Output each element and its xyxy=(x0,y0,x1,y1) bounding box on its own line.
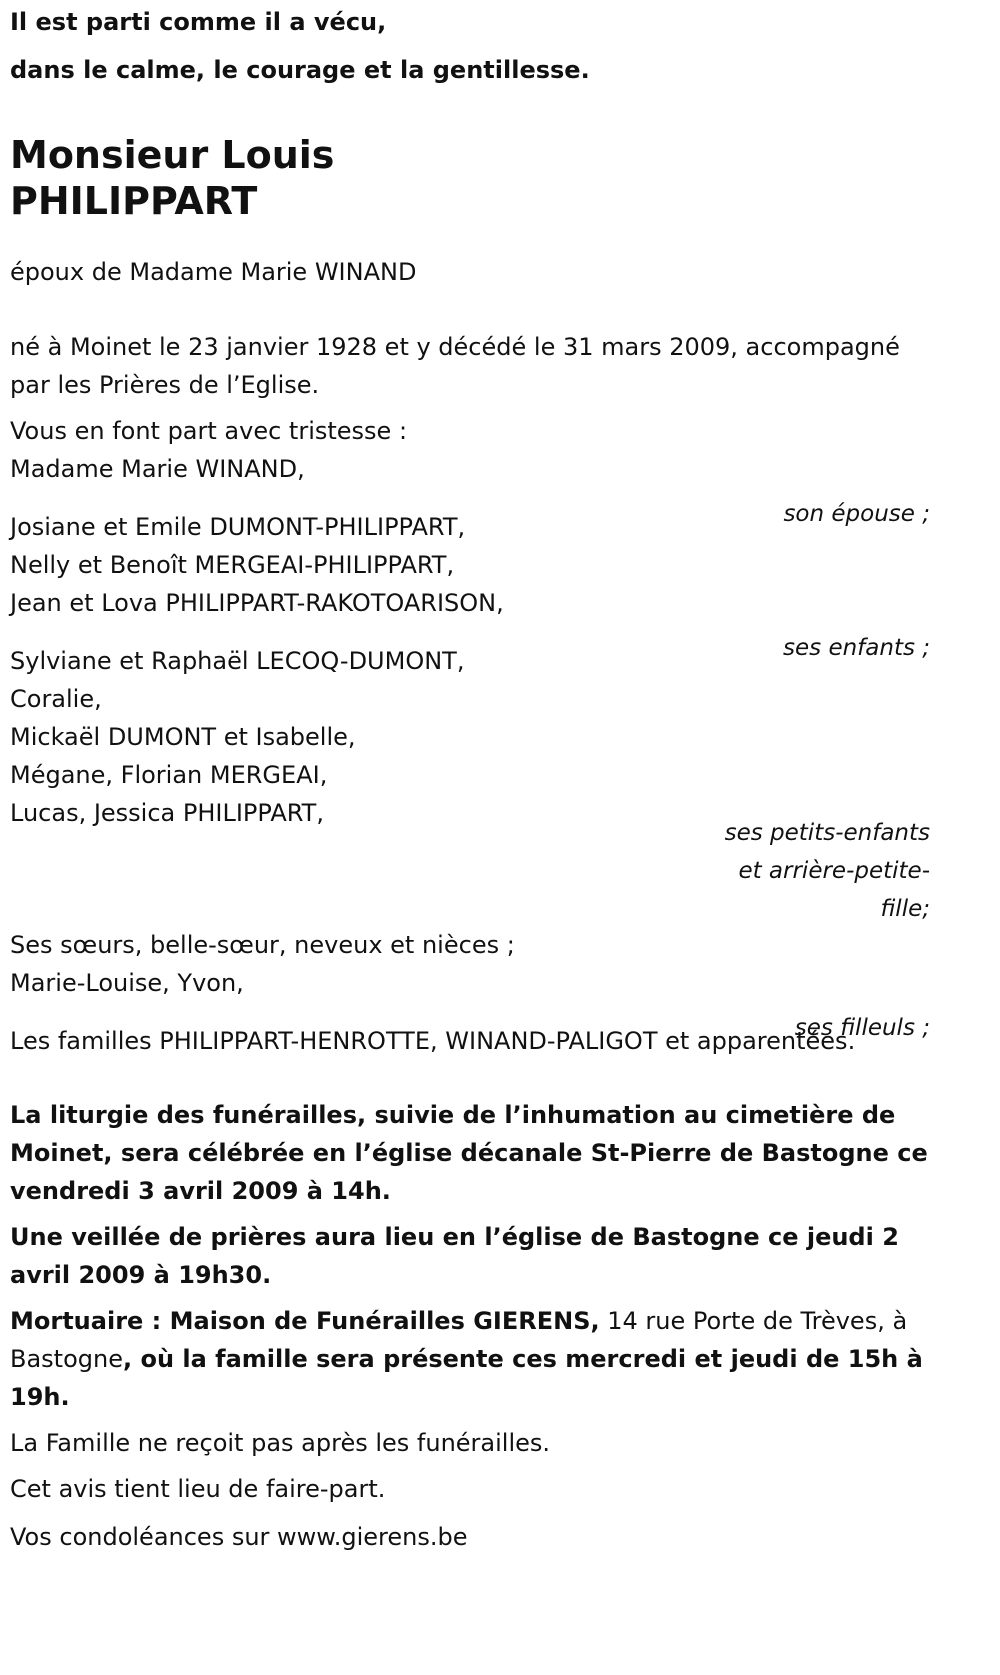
grandchildren-role-line-2: et arrière-petite- xyxy=(738,858,930,884)
children-role: ses enfants ; xyxy=(783,635,930,661)
deceased-title-name: Monsieur Louis xyxy=(10,133,335,177)
condolences-prefix: Vos condoléances sur xyxy=(10,1523,278,1551)
deceased-surname: PHILIPPART xyxy=(10,179,258,223)
spouse-name: Madame Marie WINAND, xyxy=(10,455,305,483)
grandchildren-role-line-3: fille; xyxy=(880,896,930,922)
spouse-role: son épouse ; xyxy=(783,501,930,527)
list-item: Josiane et Emile DUMONT-PHILIPPART, xyxy=(10,513,466,541)
announce-intro: Vous en font part avec tristesse : xyxy=(10,417,408,445)
list-item: Sylviane et Raphaël LECOQ-DUMONT, xyxy=(10,647,465,675)
website-link[interactable]: www.gierens.be xyxy=(277,1523,468,1551)
grandchildren-list xyxy=(10,642,930,832)
families-line: Les familles PHILIPPART-HENROTTE, WINAND-PALIGOT et apparentées. xyxy=(10,1027,856,1055)
list-item: Lucas, Jessica PHILIPPART, xyxy=(10,799,324,827)
children-list xyxy=(10,508,930,622)
godchildren-names: Marie-Louise, Yvon, xyxy=(10,969,244,997)
list-item: Mégane, Florian MERGEAI, xyxy=(10,761,328,789)
list-item: Nelly et Benoît MERGEAI-PHILIPPART, xyxy=(10,551,455,579)
list-item: Jean et Lova PHILIPPART-RAKOTOARISON, xyxy=(10,589,504,617)
list-item: Mickaël DUMONT et Isabelle, xyxy=(10,723,356,751)
grandchildren-role-line-1: ses petits-enfants xyxy=(724,820,930,846)
condolences-line xyxy=(10,1518,930,1556)
list-item: Coralie, xyxy=(10,685,102,713)
liturgy-paragraph: La liturgie des funérailles, suivie de l’inhumation au cimetière de Moinet, sera célébrée en l’église décanale St-Pierre de Bastogne ce vendredi 3 avril 2009 à 14h. xyxy=(10,1101,928,1205)
mortuary-label: Mortuaire : Maison de Funérailles GIERENS, xyxy=(10,1307,600,1335)
deceased-name xyxy=(10,132,334,224)
mortuary-presence: , où la famille sera présente ces mercredi et jeudi de 15h à 19h. xyxy=(10,1345,923,1411)
siblings-line: Ses sœurs, belle-sœur, neveux et nièces ; xyxy=(10,931,515,959)
notice-line: Cet avis tient lieu de faire-part. xyxy=(10,1475,386,1503)
grandchildren-role xyxy=(10,814,930,928)
mortuary-paragraph xyxy=(10,1302,930,1416)
epigraph-line-1: Il est parti comme il a vécu, xyxy=(10,8,387,36)
spouse-line: époux de Madame Marie WINAND xyxy=(10,258,417,286)
godchildren-role: ses filleuls ; xyxy=(794,1015,930,1041)
vigil-paragraph: Une veillée de prières aura lieu en l’église de Bastogne ce jeudi 2 avril 2009 à 19h30. xyxy=(10,1223,899,1289)
epigraph-line-2: dans le calme, le courage et la gentillesse. xyxy=(10,56,590,84)
no-reception-line: La Famille ne reçoit pas après les funérailles. xyxy=(10,1429,551,1457)
mortuary-address: 14 rue Porte de Trèves, à Bastogne xyxy=(10,1307,908,1373)
birth-death-line: né à Moinet le 23 janvier 1928 et y décédé le 31 mars 2009, accompagné par les Prières de l’Eglise. xyxy=(10,333,900,399)
